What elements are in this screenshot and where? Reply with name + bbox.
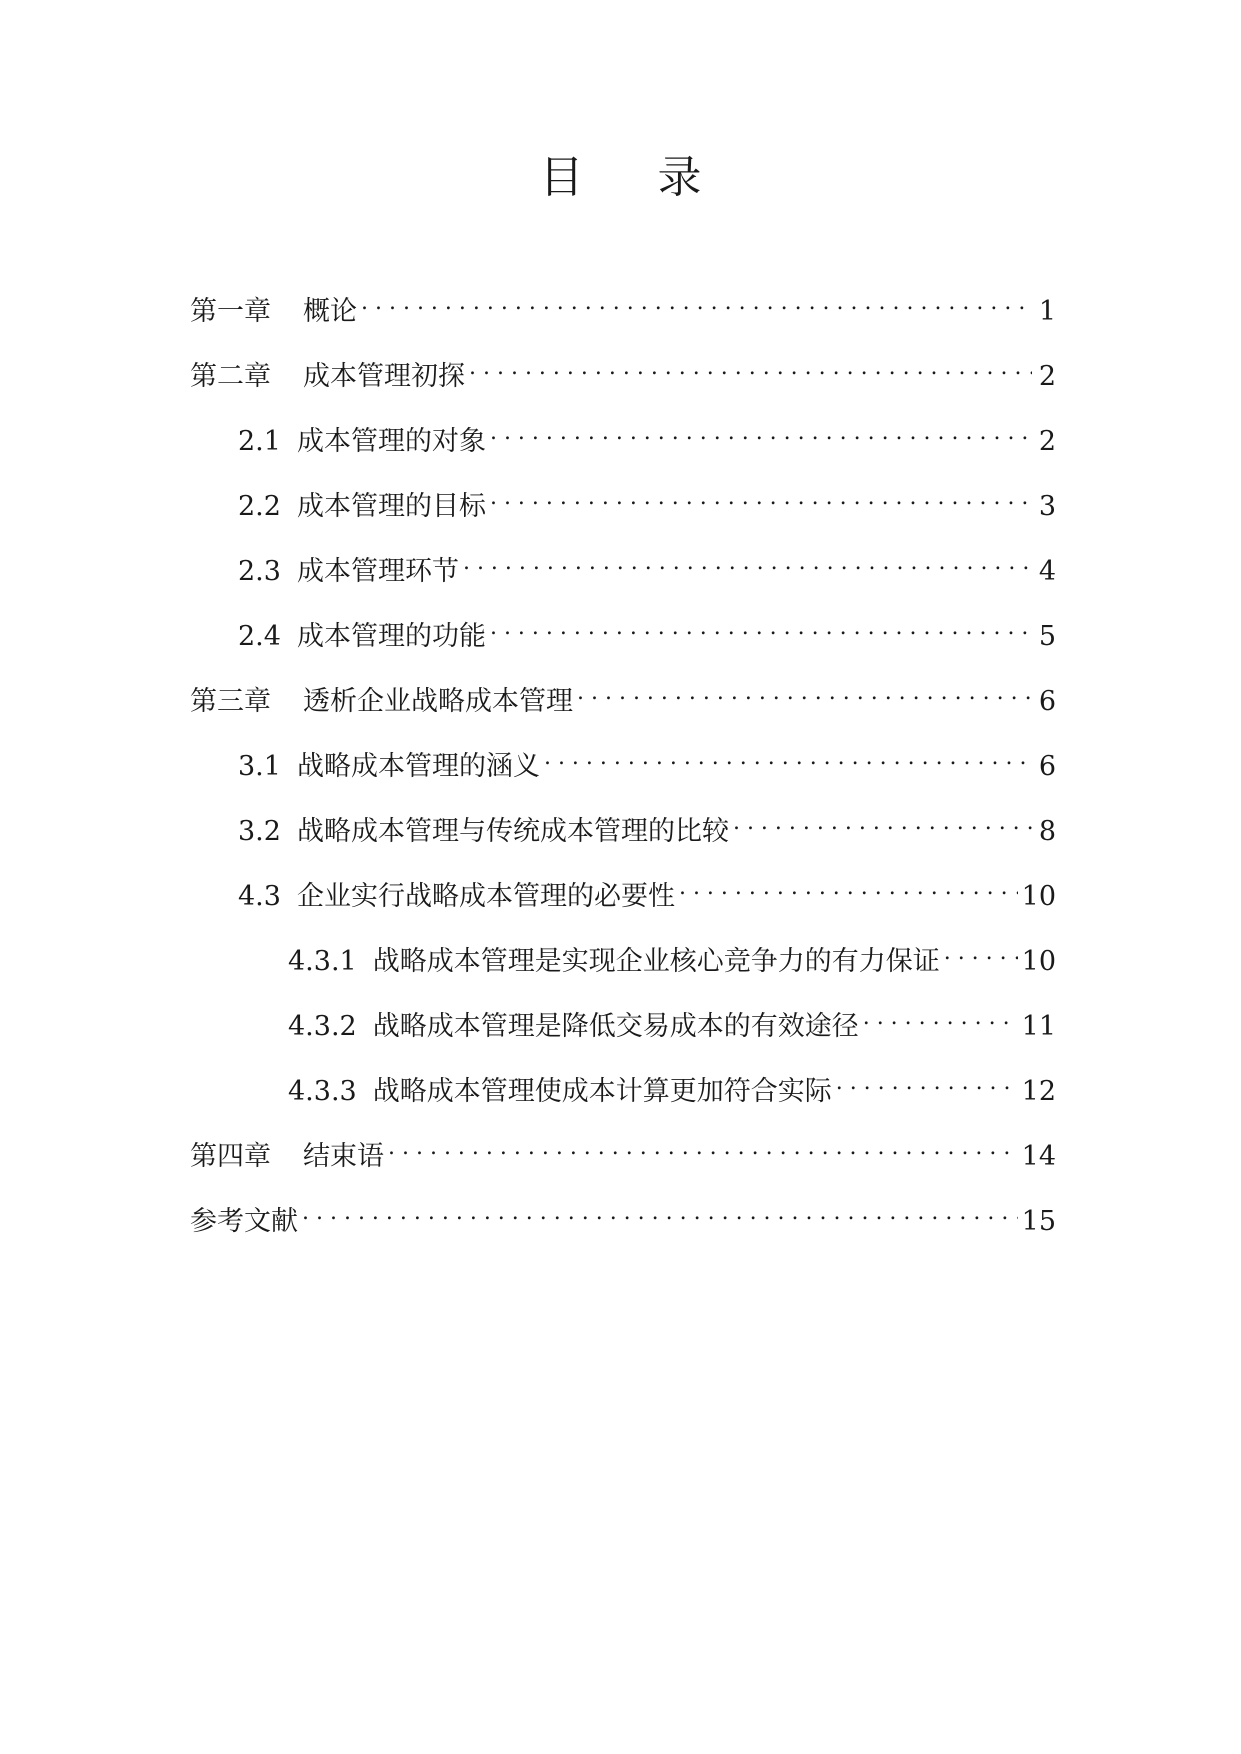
table-of-contents	[190, 286, 1056, 1261]
dot-leader	[361, 286, 1032, 320]
toc-entry-title: 企业实行战略成本管理的必要性	[296, 881, 675, 912]
dot-leader	[733, 806, 1032, 840]
dot-leader	[544, 741, 1032, 775]
toc-entry-number: 2.2	[238, 491, 281, 522]
toc-entry-title: 战略成本管理是降低交易成本的有效途径	[372, 1011, 859, 1042]
toc-entry-number: 2.3	[238, 556, 281, 587]
toc-entry-title: 结束语	[303, 1141, 384, 1172]
toc-entry[interactable]	[190, 676, 1056, 741]
toc-entry[interactable]	[190, 741, 1056, 806]
toc-entry-page-number: 2	[1038, 426, 1056, 457]
dot-leader	[944, 936, 1018, 970]
toc-entry-page-number: 5	[1038, 621, 1056, 652]
toc-entry-title: 成本管理的对象	[296, 426, 486, 457]
toc-entry[interactable]	[190, 871, 1056, 936]
toc-entry-number: 第三章	[190, 686, 271, 717]
dot-leader	[490, 611, 1032, 645]
toc-entry-number: 第四章	[190, 1141, 271, 1172]
toc-entry[interactable]	[190, 481, 1056, 546]
toc-entry-number: 4.3	[238, 881, 281, 912]
toc-entry-title: 参考文献	[190, 1206, 298, 1237]
dot-leader	[490, 481, 1032, 515]
toc-entry-number: 2.4	[238, 621, 281, 652]
toc-entry-page-number: 4	[1038, 556, 1056, 587]
toc-entry[interactable]	[190, 806, 1056, 871]
toc-entry-title: 成本管理环节	[296, 556, 459, 587]
toc-entry-number: 4.3.3	[288, 1076, 357, 1107]
toc-entry-page-number: 11	[1021, 1011, 1056, 1042]
toc-entry-number: 第一章	[190, 296, 271, 327]
toc-entry[interactable]	[190, 546, 1056, 611]
toc-entry-title: 战略成本管理使成本计算更加符合实际	[372, 1076, 832, 1107]
toc-entry-page-number: 1	[1038, 296, 1056, 327]
toc-entry-page-number: 14	[1021, 1141, 1056, 1172]
toc-entry-page-number: 10	[1021, 946, 1056, 977]
dot-leader	[490, 416, 1032, 450]
toc-entry[interactable]	[190, 936, 1056, 1001]
dot-leader	[388, 1131, 1018, 1165]
toc-entry[interactable]	[190, 351, 1056, 416]
toc-entry-title: 成本管理初探	[303, 361, 465, 392]
dot-leader	[302, 1196, 1018, 1230]
toc-entry[interactable]	[190, 1001, 1056, 1066]
toc-entry-page-number: 6	[1038, 686, 1056, 717]
toc-entry[interactable]	[190, 1066, 1056, 1131]
toc-entry-title: 成本管理的目标	[296, 491, 486, 522]
toc-entry-number: 3.2	[238, 816, 281, 847]
toc-entry-page-number: 10	[1021, 881, 1056, 912]
toc-entry-title: 战略成本管理是实现企业核心竞争力的有力保证	[372, 946, 940, 977]
toc-entry-title: 战略成本管理与传统成本管理的比较	[296, 816, 729, 847]
toc-entry-title: 成本管理的功能	[296, 621, 486, 652]
toc-entry-page-number: 8	[1038, 816, 1056, 847]
toc-entry[interactable]	[190, 286, 1056, 351]
toc-entry-title: 概论	[303, 296, 357, 327]
dot-leader	[469, 351, 1032, 385]
dot-leader	[679, 871, 1018, 905]
toc-entry[interactable]	[190, 1131, 1056, 1196]
toc-title: 目 录	[539, 152, 732, 203]
toc-entry[interactable]	[190, 611, 1056, 676]
toc-entry-page-number: 12	[1021, 1076, 1056, 1107]
toc-entry-page-number: 3	[1038, 491, 1056, 522]
toc-entry-number: 2.1	[238, 426, 281, 457]
toc-entry-page-number: 6	[1038, 751, 1056, 782]
toc-entry-number: 4.3.2	[288, 1011, 357, 1042]
toc-entry-page-number: 2	[1038, 361, 1056, 392]
dot-leader	[463, 546, 1032, 580]
toc-entry[interactable]	[190, 416, 1056, 481]
toc-entry-number: 第二章	[190, 361, 271, 392]
toc-entry-title: 透析企业战略成本管理	[303, 686, 573, 717]
toc-entry[interactable]	[190, 1196, 1056, 1261]
dot-leader	[863, 1001, 1018, 1035]
toc-entry-number: 3.1	[238, 751, 281, 782]
dot-leader	[577, 676, 1032, 710]
toc-entry-page-number: 15	[1021, 1206, 1056, 1237]
toc-entry-title: 战略成本管理的涵义	[296, 751, 540, 782]
toc-entry-number: 4.3.1	[288, 946, 357, 977]
dot-leader	[836, 1066, 1018, 1100]
